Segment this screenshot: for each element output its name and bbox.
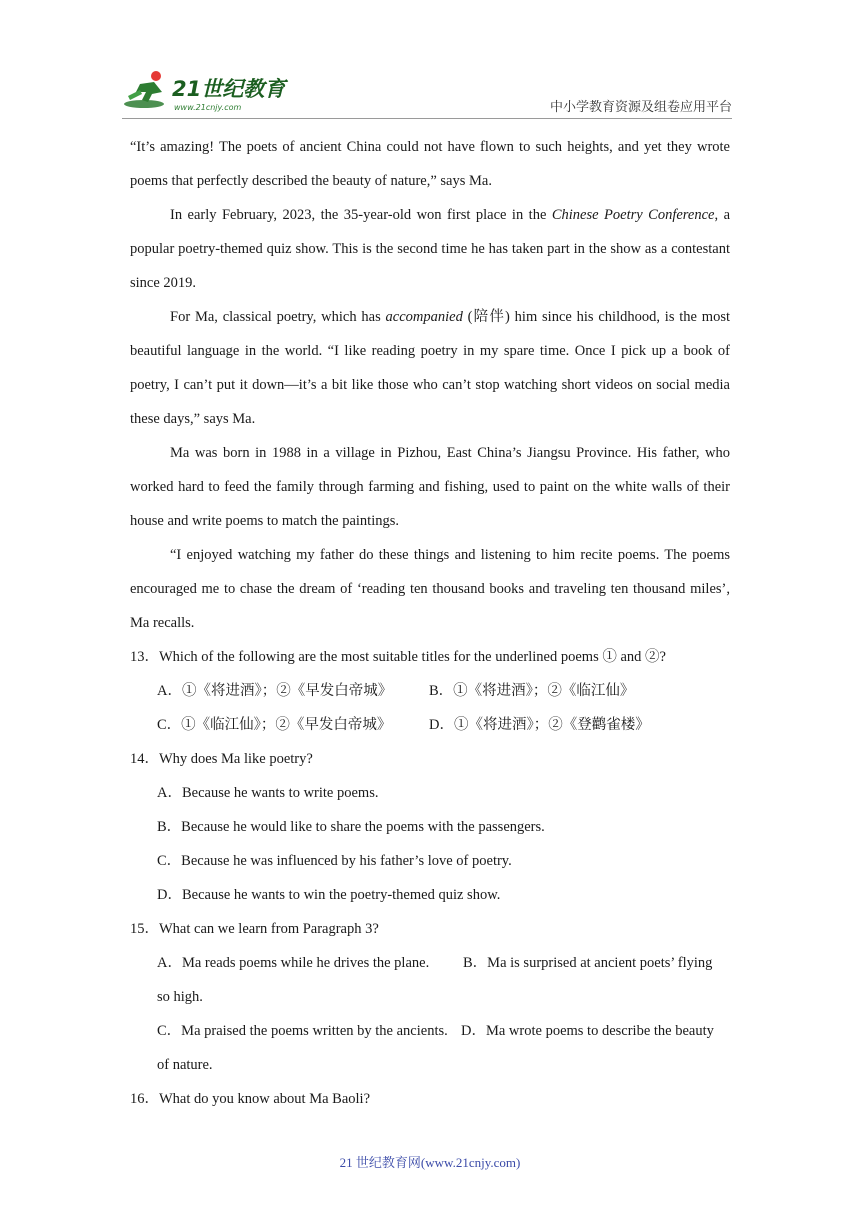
option-13c[interactable]: C．①《临江仙》；②《早发白帝城》: [157, 717, 392, 733]
passage-paragraph-3: For Ma, classical poetry, which has accompanied (陪伴) him since his childhood, is the most beautiful language in the world. “I like reading poetry in my spare time. Once I pick up a book of poetry, I can’t put it down—it’s a bit like those who can’t stop watching short videos on social media these days,” says Ma.: [130, 309, 730, 427]
svg-text:www.21cnjy.com: www.21cnjy.com: [174, 103, 242, 112]
option-15d[interactable]: D．Ma wrote poems to describe the beauty: [461, 1023, 714, 1039]
page-header: [122, 66, 732, 116]
option-13b[interactable]: B．①《将进酒》；②《临江仙》: [429, 683, 635, 699]
svg-text:21世纪教育: 21世纪教育: [172, 77, 286, 101]
passage-paragraph-4: Ma was born in 1988 in a village in Pizhou, East China’s Jiangsu Province. His father, who worked hard to feed the family through farming and fishing, used to paint on the white walls of their house and write poems to match the paintings.: [130, 445, 730, 529]
question-15-options: [130, 946, 730, 1082]
passage-paragraph-2: In early February, 2023, the 35-year-old won first place in the Chinese Poetry Conference, a popular poetry-themed quiz show. This is the second time he has taken part in the show as a contestant since 2019.: [130, 207, 730, 291]
question-13-options: [130, 674, 730, 742]
document-body: [130, 130, 730, 1116]
option-15a[interactable]: A．Ma reads poems while he drives the plane.: [157, 955, 430, 971]
logo-21cnjy: [122, 66, 292, 114]
option-15d-continued: of nature.: [157, 1057, 213, 1073]
option-13a[interactable]: A．①《将进酒》；②《早发白帝城》: [157, 683, 393, 699]
option-14c[interactable]: C．Because he was influenced by his father’s love of poetry.: [157, 853, 512, 869]
passage-paragraph-5: “I enjoyed watching my father do these things and listening to him recite poems. The poems encouraged me to chase the dream of ‘reading ten thousand books and traveling ten thousand miles’, Ma recalls.: [130, 547, 730, 631]
option-14d[interactable]: D．Because he wants to win the poetry-themed quiz show.: [157, 887, 501, 903]
question-15-stem: 15．What can we learn from Paragraph 3?: [130, 921, 379, 937]
header-divider: [122, 118, 732, 119]
question-14-stem: 14．Why does Ma like poetry?: [130, 751, 313, 767]
question-13-stem: 13．Which of the following are the most suitable titles for the underlined poems ① and ②?: [130, 649, 666, 665]
question-14-options: [130, 776, 730, 912]
passage-paragraph-1: “It’s amazing! The poets of ancient China could not have flown to such heights, and yet they wrote poems that perfectly described the beauty of nature,” says Ma.: [130, 139, 730, 189]
option-15b-continued: so high.: [157, 989, 203, 1005]
question-16-stem: 16．What do you know about Ma Baoli?: [130, 1091, 371, 1107]
option-13d[interactable]: D．①《将进酒》；②《登鹳雀楼》: [429, 717, 650, 733]
option-15c[interactable]: C．Ma praised the poems written by the ancients.: [157, 1023, 448, 1039]
page-footer: 21 世纪教育网(www.21cnjy.com): [339, 1155, 521, 1170]
header-platform-text: 中小学教育资源及组卷应用平台: [549, 100, 732, 115]
option-14b[interactable]: B．Because he would like to share the poems with the passengers.: [157, 819, 545, 835]
option-14a[interactable]: A．Because he wants to write poems.: [157, 785, 379, 801]
option-15b[interactable]: B．Ma is surprised at ancient poets’ flying: [463, 955, 713, 971]
